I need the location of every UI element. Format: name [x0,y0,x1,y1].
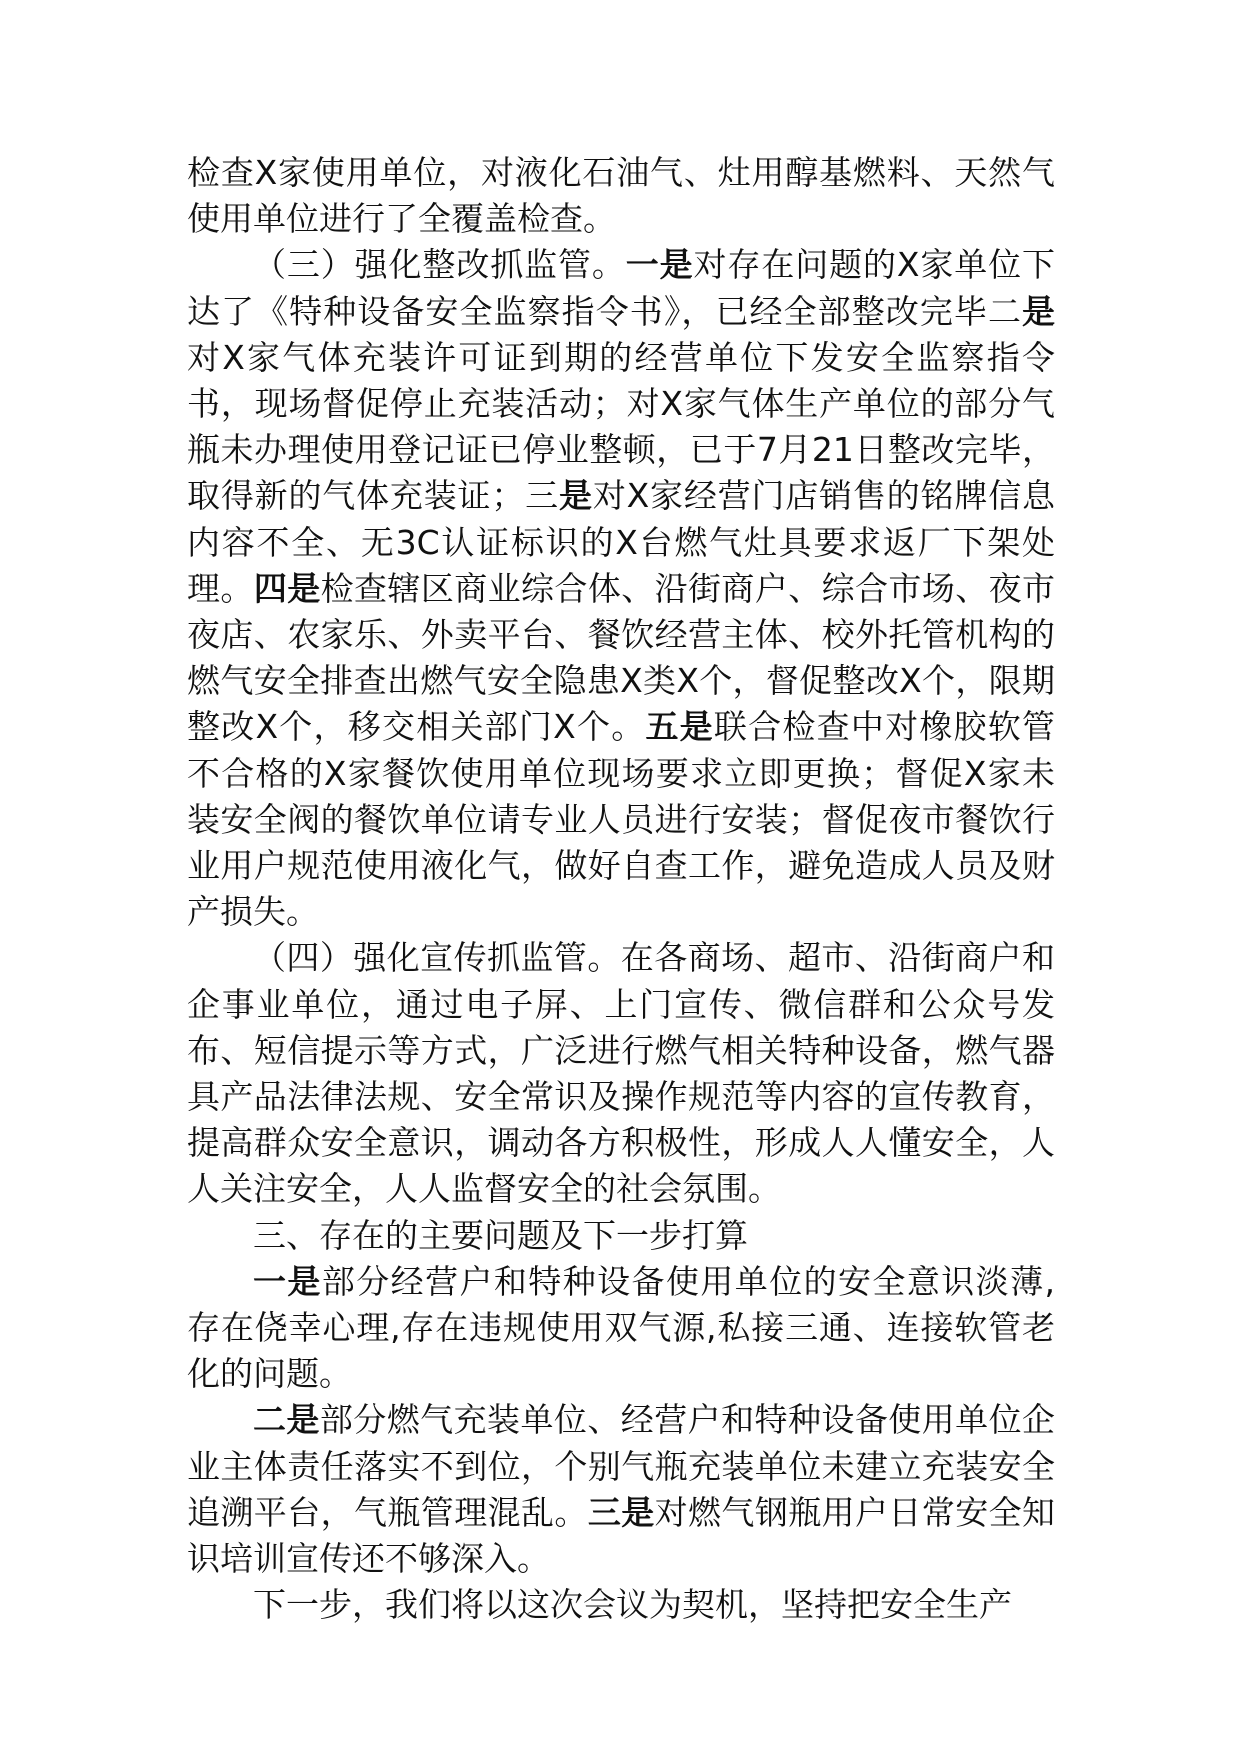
text-run: 检查X家使用单位，对液化石油气、灶用醇基燃料、天然气使用单位进行了全覆盖检查。 [187,153,1055,239]
bold-lead-third: 是 [558,476,593,516]
heading-text: 三、存在的主要问题及下一步打算 [253,1215,748,1255]
bold-lead-first: 一是 [253,1261,322,1301]
text-run: 对燃气钢瓶用户日常安全知识培训宣传还不够深入。 [187,1492,1056,1579]
bold-lead-fourth: 四是 [253,568,321,608]
text-run: 对存在问题的X家单位下达了《特种设备安全监察指令书》，已经全部整改完毕二 [187,245,1056,331]
text-run: 对X家经营门店销售的铭牌信息内容不全、无3C认证标识的X台燃气灶具要求返厂下架处理。 [187,476,1056,608]
paragraph-publicity-supervision [187,935,1055,1212]
text-run: 部分燃气充装单位、经营户和特种设备使用单位企业主体责任落实不到位，个别气瓶充装单位未建立充装安全追溯平台，气瓶管理混乱。 [187,1400,1056,1532]
bold-lead-second: 二是 [253,1400,320,1440]
paragraph-rectification-supervision [187,242,1055,935]
text-run: 下一步，我们将以这次会议为契机，坚持把安全生产 [253,1585,1012,1625]
bold-lead-third: 三是 [587,1492,655,1532]
bold-lead-fifth: 五是 [645,707,714,747]
text-run: （四）强化宣传抓监管。在各商场、超市、沿街商户和企事业单位，通过电子屏、上门宣传、微信群和公众号发布、短信提示等方式，广泛进行燃气相关特种设备，燃气器具产品法律法规、安全常识及操作规范等内容的宣传教育，提高群众安全意识，调动各方积极性，形成人人懂安全，人人关注安全，人人监督安全的社会氛围。 [187,938,1055,1209]
text-run: 对X家气体充装许可证到期的经营单位下发安全监察指令书，现场督促停止充装活动；对X家气体生产单位的部分气瓶未办理使用登记证已停业整顿，已于7月21日整改完毕，取得新的气体充装证；三 [187,337,1055,516]
bold-lead-first: 一是 [625,245,694,285]
text-run: 检查辖区商业综合体、沿街商户、综合市场、夜市夜店、农家乐、外卖平台、餐饮经营主体、校外托管机构的燃气安全排查出燃气安全隐患X类X个，督促整改X个，限期整改X个，移交相关部门X个。 [187,568,1056,747]
paragraph-next-step [187,1582,1055,1628]
bold-lead-second: 是 [1022,291,1055,331]
section-heading-3: （三）强化整改抓监管。 [253,245,626,285]
text-run: 部分经营户和特种设备使用单位的安全意识淡薄,存在侥幸心理,存在违规使用双气源,私接三通、连接软管老化的问题。 [187,1261,1055,1394]
text-run: 联合检查中对橡胶软管不合格的X家餐饮使用单位现场要求立即更换；督促X家未装安全阀的餐饮单位请专业人员进行安装；督促夜市餐饮行业用户规范使用液化气，做好自查工作，避免造成人员及财产损失。 [187,707,1056,932]
document-page [187,150,1055,1629]
paragraph-inspection-coverage [187,150,1055,242]
section-heading-problems-next-steps [187,1213,1055,1259]
paragraph-problem-two-three [187,1397,1055,1582]
paragraph-problem-one [187,1259,1055,1398]
